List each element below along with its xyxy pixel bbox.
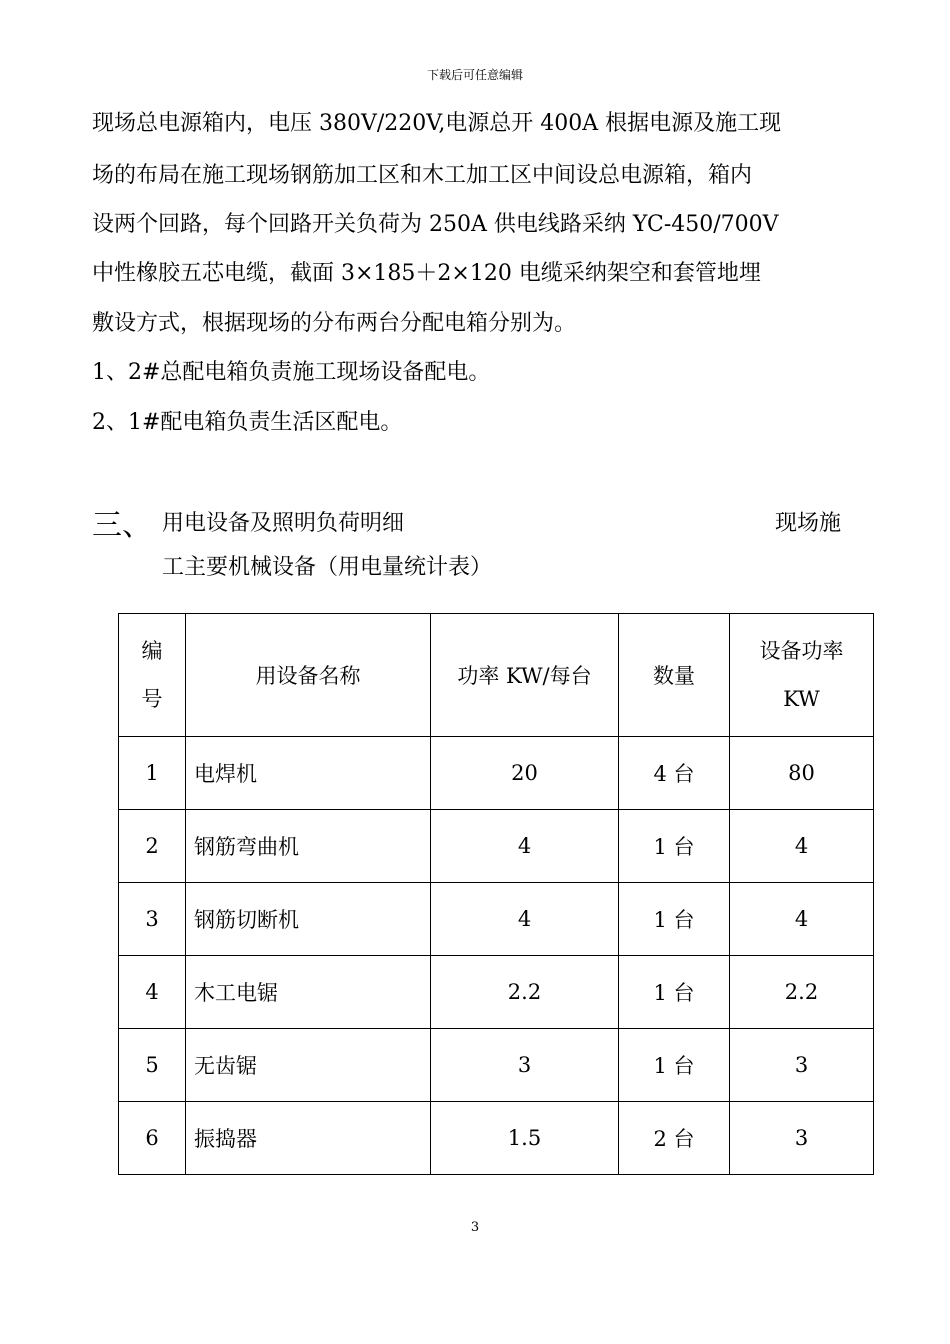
table-row — [119, 1102, 874, 1175]
cell-total: 4 — [730, 810, 874, 883]
cell-no: 4 — [119, 956, 186, 1029]
cell-qty: 1 台 — [619, 810, 730, 883]
table-header-row — [119, 614, 874, 737]
header-name: 用设备名称 — [186, 614, 431, 737]
cell-total: 3 — [730, 1029, 874, 1102]
cell-qty: 1 台 — [619, 883, 730, 956]
table-row — [119, 737, 874, 810]
cell-no: 5 — [119, 1029, 186, 1102]
header-qty: 数量 — [619, 614, 730, 737]
paragraph-line: 设两个回路，每个回路开关负荷为 250A 供电线路采纳 YC-450/700V — [92, 212, 779, 237]
header-note: 下载后可任意编辑 — [426, 68, 523, 82]
cell-total: 80 — [730, 737, 874, 810]
header-total-line1: 设备功率 — [759, 639, 844, 663]
cell-name: 钢筋切断机 — [186, 883, 431, 956]
cell-power: 20 — [431, 737, 619, 810]
cell-qty: 2 台 — [619, 1102, 730, 1175]
cell-name: 钢筋弯曲机 — [186, 810, 431, 883]
cell-qty: 1 台 — [619, 1029, 730, 1102]
cell-total: 2.2 — [730, 956, 874, 1029]
page-number: 3 — [470, 1220, 480, 1235]
table-row — [119, 810, 874, 883]
cell-no: 2 — [119, 810, 186, 883]
table-row — [119, 956, 874, 1029]
cell-power: 2.2 — [431, 956, 619, 1029]
cell-power: 4 — [431, 810, 619, 883]
section-subtitle: 工主要机械设备（用电量统计表） — [162, 555, 493, 580]
paragraph-line: 中性橡胶五芯电缆，截面 3×185＋2×120 电缆采纳架空和套管地埋 — [92, 261, 761, 286]
section-title-right: 现场施 — [775, 511, 842, 536]
cell-no: 1 — [119, 737, 186, 810]
section-title: 用电设备及照明负荷明细 — [162, 511, 405, 536]
cell-name: 无齿锯 — [186, 1029, 431, 1102]
cell-no: 3 — [119, 883, 186, 956]
section-number: 三、 — [92, 508, 152, 543]
header-no — [119, 614, 186, 737]
header-no-line1: 编 — [141, 639, 163, 663]
table-row — [119, 1029, 874, 1102]
cell-total: 4 — [730, 883, 874, 956]
equipment-table — [118, 613, 874, 1175]
list-item: 1、2#总配电箱负责施工现场设备配电。 — [92, 360, 491, 385]
table-row — [119, 883, 874, 956]
cell-name: 振捣器 — [186, 1102, 431, 1175]
cell-no: 6 — [119, 1102, 186, 1175]
header-power: 功率 KW/每台 — [431, 614, 619, 737]
cell-name: 木工电锯 — [186, 956, 431, 1029]
cell-power: 3 — [431, 1029, 619, 1102]
cell-qty: 1 台 — [619, 956, 730, 1029]
cell-power: 1.5 — [431, 1102, 619, 1175]
cell-name: 电焊机 — [186, 737, 431, 810]
header-no-line2: 号 — [141, 687, 163, 711]
cell-qty: 4 台 — [619, 737, 730, 810]
paragraph-line: 敷设方式，根据现场的分布两台分配电箱分别为。 — [92, 311, 577, 336]
header-total — [730, 614, 874, 737]
header-total-line2: KW — [783, 687, 820, 711]
paragraph-line: 现场总电源箱内，电压 380V/220V,电源总开 400A 根据电源及施工现 — [92, 111, 782, 136]
paragraph-line: 场的布局在施工现场钢筋加工区和木工加工区中间设总电源箱，箱内 — [92, 163, 753, 188]
cell-total: 3 — [730, 1102, 874, 1175]
list-item: 2、1#配电箱负责生活区配电。 — [92, 410, 403, 435]
cell-power: 4 — [431, 883, 619, 956]
